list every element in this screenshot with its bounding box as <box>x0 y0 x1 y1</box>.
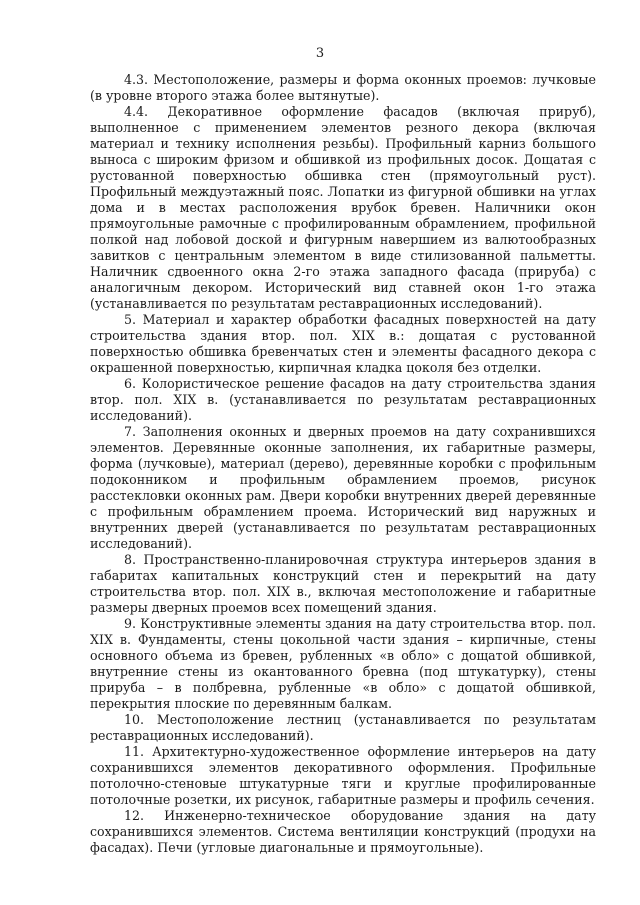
paragraph-11: 11. Архитектурно-художественное оформление интерьеров на дату сохранившихся элементов декоративного оформления. Профильные потолочно-стеновые штукатурные тяги и круглые профилированные потолочные розетки, их рисунок, габаритные размеры и профиль сечения. <box>90 744 596 807</box>
paragraph-5: 5. Материал и характер обработки фасадных поверхностей на дату строительства здания втор. пол. XIX в.: дощатая с рустованной поверхностью обшивка бревенчатых стен и элементы фасадного декора с окрашенной поверхностью, кирпичная кладка цоколя без отделки. <box>90 312 596 375</box>
paragraph-12: 12. Инженерно-техническое оборудование здания на дату сохранившихся элементов. Система вентиляции конструкций (продухи на фасадах). Печи (угловые диагональные и прямоугольные). <box>90 808 596 855</box>
paragraph-4-3: 4.3. Местоположение, размеры и форма оконных проемов: лучковые (в уровне второго этажа более вытянутые). <box>90 72 596 103</box>
paragraph-10: 10. Местоположение лестниц (устанавливается по результатам реставрационных исследований). <box>90 712 596 743</box>
paragraph-8: 8. Пространственно-планировочная структура интерьеров здания в габаритах капитальных конструкций стен и перекрытий на дату строительства втор. пол. XIX в., включая местоположение и габаритные размеры дверных проемов всех помещений здания. <box>90 552 596 615</box>
page-number: 3 <box>315 46 325 61</box>
paragraph-6: 6. Колористическое решение фасадов на дату строительства здания втор. пол. XIX в. (устанавливается по результатам реставрационных исследований). <box>90 376 596 423</box>
paragraph-9: 9. Конструктивные элементы здания на дату строительства втор. пол. XIX в. Фундаменты, стены цокольной части здания – кирпичные, стены основного объема из бревен, рубленных «в обло» с дощатой обшивкой, внутренние стены из окантованного бревна (под штукатурку), стены прируба – в полбревна, рубленные «в обло» с дощатой обшивкой, перекрытия плоские по деревянным балкам. <box>90 616 596 711</box>
paragraph-4-4: 4.4. Декоративное оформление фасадов (включая прируб), выполненное с применением элементов резного декора (включая материал и технику исполнения резьбы). Профильный карниз большого выноса с широким фризом и обшивкой из профильных досок. Дощатая с рустованной поверхностью обшивка стен (прямоугольный руст). Профильный междуэтажный пояс. Лопатки из фигурной обшивки на углах дома и в местах расположения врубок бревен. Наличники окон прямоугольные рамочные с профилированным обрамлением, профильной полкой над лобовой доской и фигурным навершием из валютообразных завитков с центральным элементом в виде стилизованной пальметты. Наличник сдвоенного окна 2-го этажа западного фасада (прируба) с аналогичным декором. Исторический вид ставней окон 1-го этажа (устанавливается по результатам реставрационных исследований). <box>90 104 596 311</box>
document-body <box>90 72 596 856</box>
paragraph-7: 7. Заполнения оконных и дверных проемов на дату сохранившихся элементов. Деревянные оконные заполнения, их габаритные размеры, форма (лучковые), материал (дерево), деревянные коробки с профильным подоконником и профильным обрамлением проемов, рисунок расстекловки оконных рам. Двери коробки внутренних дверей деревянные с профильным обрамлением проема. Исторический вид наружных и внутренних дверей (устанавливается по результатам реставрационных исследований). <box>90 424 596 551</box>
